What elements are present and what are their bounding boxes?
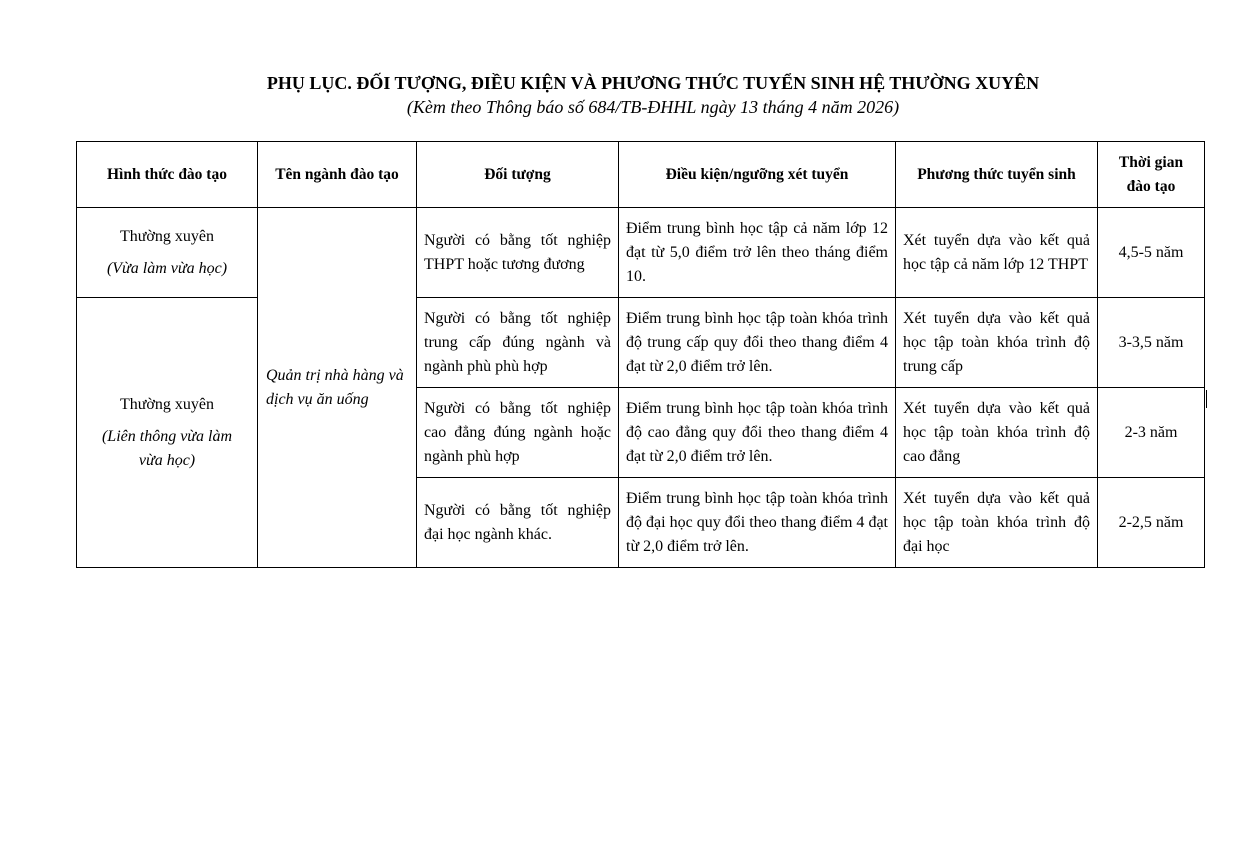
method-cell: Xét tuyển dựa vào kết quả học tập toàn khóa trình độ trung cấp: [896, 298, 1098, 388]
form-cell-regular: [77, 208, 258, 298]
header-target: Đối tượng: [417, 142, 619, 208]
major-cell: Quản trị nhà hàng và dịch vụ ăn uống: [258, 208, 417, 568]
form-note: (Liên thông vừa làm vừa học): [101, 427, 233, 469]
target-cell: Người có bằng tốt nghiệp THPT hoặc tương đương: [417, 208, 619, 298]
target-cell: Người có bằng tốt nghiệp đại học ngành khác.: [417, 478, 619, 568]
header-form: Hình thức đào tạo: [77, 142, 258, 208]
duration-cell: 2-3 năm: [1098, 388, 1205, 478]
header-duration: Thời gian đào tạo: [1098, 142, 1205, 208]
header-condition: Điều kiện/ngưỡng xét tuyển: [619, 142, 896, 208]
duration-cell: 2-2,5 năm: [1098, 478, 1205, 568]
target-cell: Người có bằng tốt nghiệp cao đẳng đúng ngành hoặc ngành phù hợp: [417, 388, 619, 478]
header-method: Phương thức tuyển sinh: [896, 142, 1098, 208]
form-name: Thường xuyên: [119, 227, 214, 245]
method-cell: Xét tuyển dựa vào kết quả học tập cả năm lớp 12 THPT: [896, 208, 1098, 298]
duration-cell: 3-3,5 năm: [1098, 298, 1205, 388]
header-major: Tên ngành đào tạo: [258, 142, 417, 208]
duration-cell: 4,5-5 năm: [1098, 208, 1205, 298]
method-cell: Xét tuyển dựa vào kết quả học tập toàn khóa trình độ cao đẳng: [896, 388, 1098, 478]
condition-cell: Điểm trung bình học tập cả năm lớp 12 đạt từ 5,0 điểm trở lên theo tháng điểm 10.: [619, 208, 896, 298]
form-note: (Vừa làm vừa học): [106, 259, 228, 277]
form-cell-transfer: [77, 298, 258, 568]
condition-cell: Điểm trung bình học tập toàn khóa trình độ cao đẳng quy đổi theo thang điểm 4 đạt từ 2,0 điểm trở lên.: [619, 388, 896, 478]
method-cell: Xét tuyển dựa vào kết quả học tập toàn khóa trình độ đại học: [896, 478, 1098, 568]
target-cell: Người có bằng tốt nghiệp trung cấp đúng ngành và ngành phù phù hợp: [417, 298, 619, 388]
condition-cell: Điểm trung bình học tập toàn khóa trình độ trung cấp quy đổi theo thang điểm 4 đạt từ 2,0 điểm trở lên.: [619, 298, 896, 388]
admission-table: [76, 141, 1205, 568]
cursor-mark: [1206, 390, 1207, 408]
table-header-row: [77, 142, 1205, 208]
form-name: Thường xuyên: [119, 395, 214, 413]
table-row: [77, 208, 1205, 298]
condition-cell: Điểm trung bình học tập toàn khóa trình độ đại học quy đổi theo thang điểm 4 đạt từ 2,0 điểm trở lên.: [619, 478, 896, 568]
table-row: [77, 298, 1205, 388]
document-title: PHỤ LỤC. ĐỐI TƯỢNG, ĐIỀU KIỆN VÀ PHƯƠNG THỨC TUYỂN SINH HỆ THƯỜNG XUYÊN: [266, 73, 1040, 93]
document-subtitle: (Kèm theo Thông báo số 684/TB-ĐHHL ngày 13 tháng 4 năm 2026): [406, 97, 900, 117]
